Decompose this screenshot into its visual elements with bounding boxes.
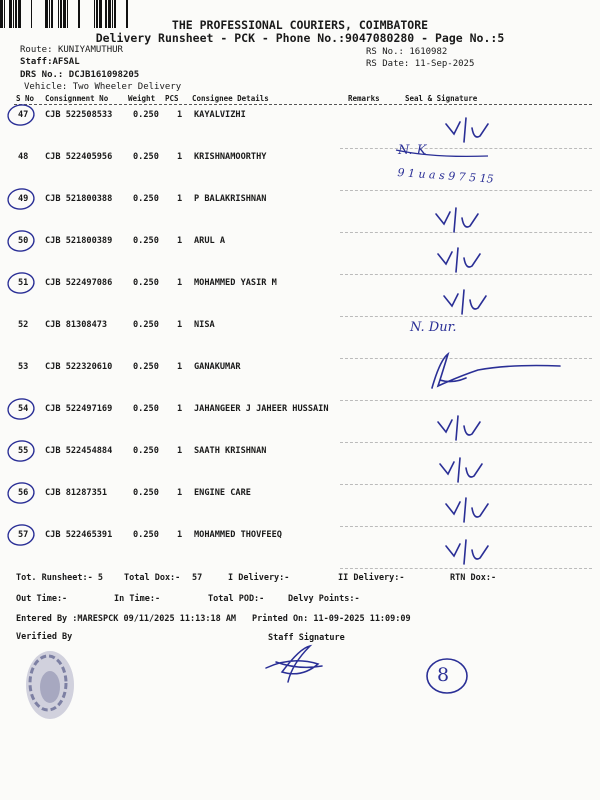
out-time: Out Time:- [16,594,68,604]
drs-line [20,70,139,80]
table-row [0,152,600,194]
row-consignee: NISA [194,320,215,330]
row-weight: 0.250 [133,320,159,330]
col-remarks: Remarks [348,94,380,103]
row-weight: 0.250 [133,152,159,162]
row-consignee: MOHAMMED THOVFEEQ [194,530,282,540]
signature-row-53 [420,350,570,392]
row-consignment-no: CJB 522454884 [45,446,113,456]
row-pcs: 1 [177,488,183,498]
row-sno: 56 [18,488,29,498]
row-pcs: 1 [177,530,183,540]
handwritten-phone-row-48: 9 1 u a s 9 7 5 15 [397,166,495,186]
rs-no-label: RS No.: [366,47,404,57]
row-weight: 0.250 [133,446,159,456]
col-seal-signature: Seal & Signature [405,94,478,103]
verified-stamp [20,645,80,727]
row-consignment-no: CJB 521800388 [45,194,113,204]
header-divider [14,104,592,105]
staff-signature-mark [262,642,332,684]
staff-value: AFSAL [52,57,80,67]
row-pcs: 1 [177,194,183,204]
row-consignment-no: CJB 522320610 [45,362,113,372]
row-consignee: MOHAMMED YASIR M [194,278,277,288]
row-weight: 0.250 [133,110,159,120]
row-sno: 51 [18,278,29,288]
handwritten-initials-row-48: N. K [398,143,427,158]
row-pcs: 1 [177,446,183,456]
row-weight: 0.250 [133,362,159,372]
row-consignee: JAHANGEER J JAHEER HUSSAIN [194,404,329,414]
row-consignee: SAATH KRISHNAN [194,446,267,456]
col-weight: Weight [128,94,156,103]
table-row [0,488,600,530]
staff-line [20,57,80,67]
staff-signature-label: Staff Signature [268,633,345,643]
table-row [0,530,600,572]
row-consignee: GANAKUMAR [194,362,241,372]
page-mark-number: 8 [437,664,450,686]
rs-no-line [366,47,447,57]
row-divider [340,190,592,191]
verified-by-label: Verified By [16,632,73,642]
table-row [0,236,600,278]
drs-value: DCJB161098205 [68,70,140,80]
row-pcs: 1 [177,278,183,288]
drs-label: DRS No.: [20,70,64,80]
table-row [0,446,600,488]
row-weight: 0.250 [133,488,159,498]
signature-row-55 [434,454,494,488]
row-consignee: ENGINE CARE [194,488,251,498]
row-weight: 0.250 [133,404,159,414]
signature-row-47 [440,114,500,148]
col-sno: S No [16,94,35,103]
signature-row-54 [432,412,492,446]
entered-by: Entered By :MARESPCK 09/11/2025 11:13:18 AM [16,614,237,624]
rs-date-line [366,59,474,69]
row-sno: 50 [18,236,29,246]
total-pod: Total POD:- [208,594,265,604]
row-weight: 0.250 [133,236,159,246]
signature-row-49 [430,204,490,238]
handwritten-note-row-52: N. Dur. [410,320,457,335]
row-consignment-no: CJB 522405956 [45,152,113,162]
row-weight: 0.250 [133,194,159,204]
in-time: In Time:- [114,594,161,604]
total-dox-label: Total Dox:- [124,573,181,583]
row-sno: 55 [18,446,29,456]
table-row [0,404,600,446]
rtn-dox: RTN Dox:- [450,573,497,583]
col-pcs: PCS [165,94,179,103]
i-delivery: I Delivery:- [228,573,290,583]
ii-delivery: II Delivery:- [338,573,405,583]
row-consignee: ARUL A [194,236,226,246]
route-value: KUNIYAMUTHUR [57,45,123,55]
row-consignment-no: CJB 522508533 [45,110,113,120]
row-pcs: 1 [177,320,183,330]
row-sno: 53 [18,362,29,372]
rs-date-value: 11-Sep-2025 [414,59,475,69]
row-sno: 47 [18,110,29,120]
col-consignment: Consignment No [45,94,109,103]
tot-runsheet: Tot. Runsheet:- 5 [16,573,103,583]
row-pcs: 1 [177,110,183,120]
row-consignment-no: CJB 522465391 [45,530,113,540]
row-consignee: KAYALVIZHI [194,110,246,120]
runsheet-title: Delivery Runsheet - PCK - Phone No.:9047080280 - Page No.:5 [95,31,505,45]
row-pcs: 1 [177,404,183,414]
row-weight: 0.250 [133,530,159,540]
row-sno: 52 [18,320,29,330]
company-name: THE PROFESSIONAL COURIERS, COIMBATORE [171,18,429,32]
row-sno: 49 [18,194,29,204]
rs-date-label: RS Date: [366,59,410,69]
row-sno: 54 [18,404,29,414]
route-line [20,45,123,55]
printed-on: Printed On: 11-09-2025 11:09:09 [252,614,411,624]
row-consignment-no: CJB 81287351 [45,488,108,498]
row-consignment-no: CJB 522497086 [45,278,113,288]
staff-label: Staff: [20,57,53,67]
row-weight: 0.250 [133,278,159,288]
vehicle-line: Vehicle: Two Wheeler Delivery [24,82,182,92]
signature-row-57 [440,536,500,570]
signature-row-50 [432,244,492,278]
table-row [0,110,600,152]
row-consignment-no: CJB 81308473 [45,320,108,330]
row-consignee: P BALAKRISHNAN [194,194,267,204]
row-pcs: 1 [177,236,183,246]
route-label: Route: [20,45,53,55]
row-divider [340,400,592,401]
row-consignment-no: CJB 522497169 [45,404,113,414]
row-consignment-no: CJB 521800389 [45,236,113,246]
col-consignee: Consignee Details [192,94,269,103]
row-sno: 57 [18,530,29,540]
rs-no-value: 1610982 [409,47,448,57]
row-consignee: KRISHNAMOORTHY [194,152,267,162]
delvy-points: Delvy Points:- [288,594,360,604]
signature-row-56 [440,494,500,528]
row-sno: 48 [18,152,29,162]
table-row [0,194,600,236]
table-row [0,278,600,320]
row-pcs: 1 [177,152,183,162]
total-dox-value: 57 [192,573,203,583]
row-pcs: 1 [177,362,183,372]
signature-row-51 [438,286,498,320]
